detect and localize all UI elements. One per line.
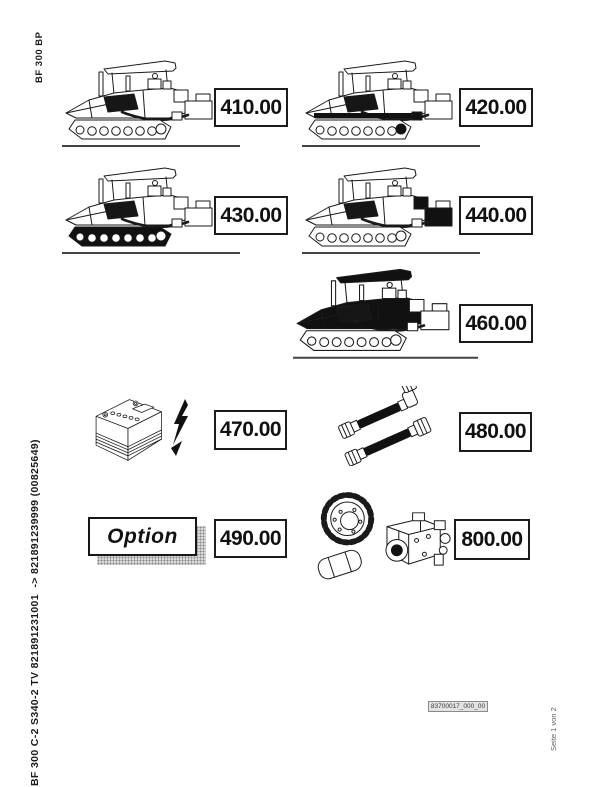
lightning-bolt-icon	[171, 397, 195, 464]
group-code: 460.00	[465, 311, 527, 335]
group-code: 440.00	[465, 203, 527, 227]
option-label: Option	[107, 524, 178, 548]
group-box-460[interactable]	[459, 304, 533, 343]
battery-icon[interactable]	[90, 392, 166, 473]
hydraulic-hoses-icon[interactable]	[328, 386, 466, 471]
group-box-420[interactable]	[459, 88, 533, 127]
group-code: 470.00	[219, 418, 282, 441]
group-box-410[interactable]	[214, 88, 288, 127]
group-code: 800.00	[461, 527, 523, 551]
pump-assembly-icon[interactable]	[310, 489, 458, 588]
group-box-430[interactable]	[214, 196, 288, 235]
group-box-480[interactable]	[459, 412, 532, 452]
serial-range-label: BF 300 C-2 S340-2 TV 821891231001 -> 821891239999 (00825649)	[29, 439, 41, 786]
group-code: 480.00	[464, 420, 527, 443]
figure-number: 83700017_000_00	[430, 703, 486, 710]
group-box-440[interactable]	[459, 196, 533, 235]
group-box-800[interactable]	[454, 519, 530, 560]
group-code: 430.00	[220, 203, 282, 227]
paver-screed-icon[interactable]	[302, 163, 480, 255]
group-code: 420.00	[465, 95, 527, 119]
group-box-490[interactable]	[214, 519, 287, 558]
option-box[interactable]	[88, 517, 197, 556]
figure-number-box	[428, 701, 488, 712]
model-label: BF 300 BP	[34, 31, 45, 83]
group-code: 490.00	[219, 526, 282, 550]
page-indicator: Seite 1 von 2	[549, 707, 558, 751]
paver-complete-icon[interactable]	[293, 264, 478, 360]
paver-engine-icon[interactable]	[302, 56, 480, 148]
group-box-470[interactable]	[214, 410, 287, 450]
group-code: 410.00	[220, 95, 282, 119]
